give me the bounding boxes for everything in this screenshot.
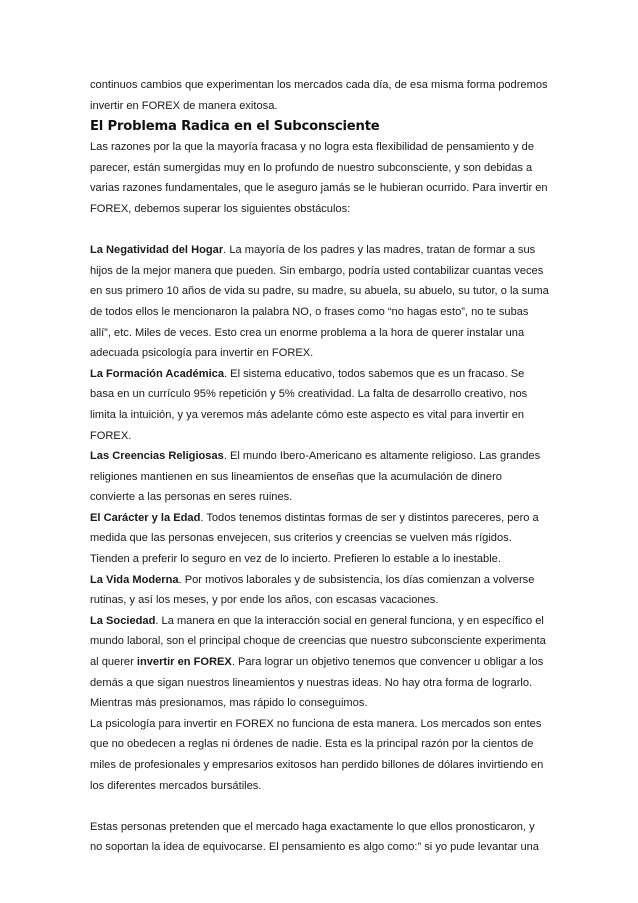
obstacle-religion [90, 446, 550, 508]
obstacle-education [90, 364, 550, 446]
obstacle-text: . La mayoría de los padres y las madres, tratan de formar a sus hijos de la mejor manera que pueden. Sin embargo, podría usted contabilizar cuantas veces en sus primero 10 años de vida su padre, su madre, su abuela, su abuelo, su tutor, o la suma de todos ellos le mencionaron la palabra NO, o frases como “no hagas esto”, no te subas allí”, etc. Miles de veces. Esto crea un enorme problema a la hora de querer instalar una adecuada psicología para invertir en FOREX. [90, 244, 549, 360]
obstacle-title: La Sociedad [90, 614, 156, 627]
intro-paragraph: continuos cambios que experimentan los mercados cada día, de esa misma forma podremos invertir en FOREX de manera exitosa. [90, 79, 548, 112]
obstacle-text: . La manera en que la interacción social en general funciona, y en específico el mundo laboral, son el principal choque de creencias que nuestro subconsciente experimenta al querer [90, 614, 546, 669]
obstacle-text: . Todos tenemos distintas formas de ser y distintos pareceres, pero a medida que las personas envejecen, sus criterios y creencias se vuelven más rígidos. Tienden a preferir lo seguro en vez de lo incierto. Prefieren lo estable a lo inestable. [90, 511, 539, 566]
obstacle-society [90, 611, 550, 714]
obstacle-text: . El sistema educativo, todos sabemos que es un fracaso. Se basa en un currículo 95% repetición y 5% creatividad. La falta de desarrollo creativo, nos limita la intuición, y ya veremos más adelante cómo este aspecto es vital para invertir en FOREX. [90, 367, 528, 442]
paragraph-gap [90, 796, 550, 817]
obstacle-character [90, 508, 550, 570]
document-body [90, 75, 550, 858]
paragraph-gap [90, 220, 550, 241]
section-heading: El Problema Radica en el Subconsciente [90, 119, 380, 135]
lead-paragraph: Las razones por la que la mayoría fracasa y no logra esta flexibilidad de pensamiento y de parecer, están sumergidas muy en lo profundo de nuestro subconsciente, y son debidas a varias razones fundamentales, que le aseguro jamás se le hubieran ocurrido. Para invertir en FOREX, debemos superar los siguientes obstáculos: [90, 141, 548, 215]
obstacle-title: La Formación Académica [90, 367, 224, 380]
obstacle-text: . Por motivos laborales y de subsistencia, los días comienzan a volverse rutinas, y así los meses, y por ende los años, con escasas vacaciones. [90, 573, 535, 607]
emphasis-phrase: invertir en FOREX [136, 656, 232, 669]
obstacle-home [90, 240, 550, 364]
obstacle-text: . El mundo Ibero-Americano es altamente religioso. Las grandes religiones mantienen en sus lineamientos de enseñas que la acumulación de dinero convierte a las personas en seres ruines. [90, 450, 541, 504]
obstacle-modern-life [90, 570, 550, 611]
closing-paragraph-continued: Estas personas pretenden que el mercado haga exactamente lo que ellos pronosticaron, y no soportan la idea de equivocarse. El pensamiento es algo como:” si yo pude levantar una [90, 820, 539, 854]
obstacle-title: La Negatividad del Hogar [90, 244, 224, 257]
obstacle-title: El Carácter y la Edad [90, 511, 201, 524]
obstacle-title: La Vida Moderna [90, 573, 179, 586]
obstacle-text: . Para lograr un objetivo tenemos que convencer u obligar a los demás a que sigan nuestros lineamientos y nuestras ideas. No hay otra forma de lograrlo. Mientras más presionamos, mas rápido lo conseguimos. [90, 656, 544, 710]
closing-paragraph: La psicología para invertir en FOREX no funciona de esta manera. Los mercados son entes que no obedecen a reglas ni órdenes de nadie. Esta es la principal razón por la cientos de miles de profesionales y empresarios exitosos han perdido billones de dólares invirtiendo en los diferentes mercados bursátiles. [90, 717, 544, 792]
obstacle-title: Las Creencias Religiosas [90, 450, 224, 463]
